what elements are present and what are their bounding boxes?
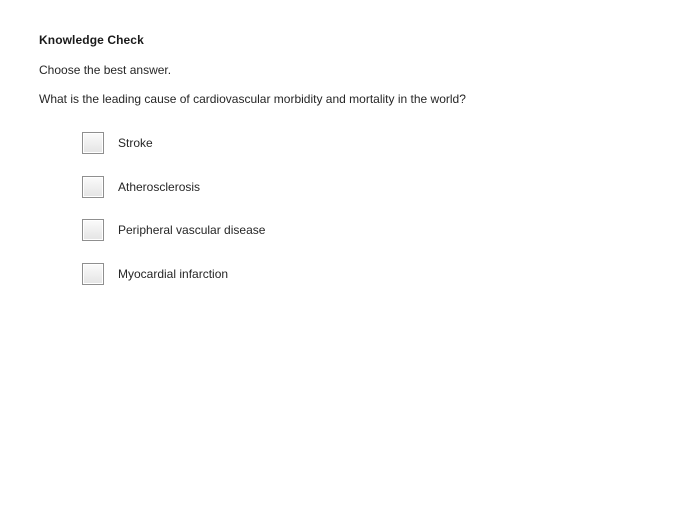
answer-checkbox-peripheral-vascular-disease[interactable] <box>82 219 104 241</box>
answer-checkbox-atherosclerosis[interactable] <box>82 176 104 198</box>
answer-option-peripheral-vascular-disease[interactable] <box>82 217 265 243</box>
answer-checkbox-stroke[interactable] <box>82 132 104 154</box>
answer-option-myocardial-infarction[interactable] <box>82 261 265 287</box>
answer-option-atherosclerosis[interactable] <box>82 174 265 200</box>
question-text: What is the leading cause of cardiovascular morbidity and mortality in the world? <box>39 92 466 106</box>
answer-label: Myocardial infarction <box>118 266 229 281</box>
answer-label: Peripheral vascular disease <box>118 223 266 237</box>
answer-options <box>82 130 265 304</box>
instruction-text: Choose the best answer. <box>39 63 172 77</box>
answer-option-stroke[interactable] <box>82 130 265 156</box>
answer-checkbox-myocardial-infarction[interactable] <box>82 263 104 285</box>
answer-label: Atherosclerosis <box>118 179 201 194</box>
page-title: Knowledge Check <box>39 33 144 47</box>
answer-label: Stroke <box>118 136 153 150</box>
